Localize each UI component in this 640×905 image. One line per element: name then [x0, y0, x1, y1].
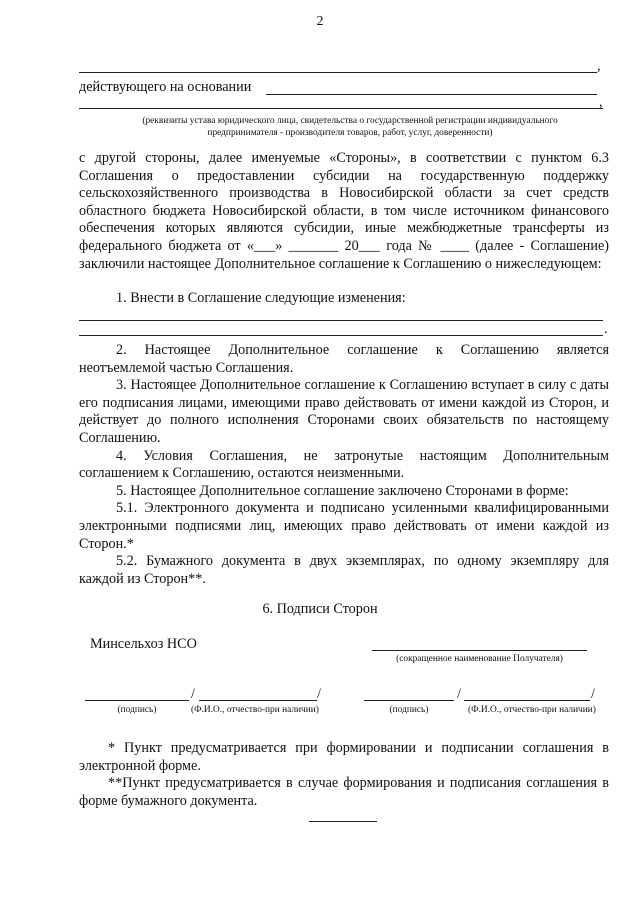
footnote-electronic: * Пункт предусматривается при формировании и подписании соглашения в электронной форме. — [79, 740, 609, 774]
right-sign-caption: (подпись) — [389, 705, 429, 715]
left-signature-line — [85, 700, 189, 701]
intro-paragraph — [79, 150, 609, 273]
trailing-comma: , — [599, 94, 603, 110]
requisites-note: предпринимателя - производителя товаров, работ, услуг, доверенности) — [207, 128, 493, 138]
blank-line-changes-2 — [79, 335, 603, 336]
footnotes — [79, 740, 609, 810]
left-fio-line — [199, 700, 317, 701]
blank-line-basis-continued — [79, 108, 603, 109]
footnote-paper: **Пункт предусматривается в случае формирования и подписания соглашения в форме бумажного документа. — [79, 775, 609, 809]
basis-label: действующего на основании — [79, 79, 252, 95]
clause-5-2-text: 5.2. Бумажного документа в двух экземплярах, по одному экземпляру для каждой из Сторон**. — [79, 553, 609, 587]
right-slash-1: / — [457, 686, 461, 702]
intro-text: с другой стороны, далее именуемые «Стороны», в соответствии с пунктом 6.3 Соглашения о предоставлении субсидии на государственную поддержку сельскохозяйственного производства в Новосибирской области за счет средств областного бюджета Новосибирской области, в том числе источником финансового обеспечения которых являются субсидии, иные межбюджетные трансферты из федерального бюджета от «___» _______ 20___ года № ____ (далее - Соглашение) заключили настоящее Дополнительное соглашение к Соглашению о нижеследующем: — [79, 150, 609, 272]
right-slash-2: / — [591, 686, 595, 702]
clause-5-text: 5. Настоящее Дополнительное соглашение заключено Сторонами в форме: — [116, 482, 569, 499]
clauses-block — [79, 342, 609, 588]
end-separator-line — [309, 821, 377, 822]
party-left-name: Минсельхоз НСО — [90, 636, 197, 652]
trailing-comma: , — [597, 58, 601, 74]
right-signature-line — [364, 700, 454, 701]
changes-period: . — [604, 321, 608, 337]
clause-5-1-text: 5.1. Электронного документа и подписано усиленными квалифицированными электронными подписями лиц, имеющих право действовать от имени каждой из Сторон.* — [79, 500, 609, 552]
clause-2-text: 2. Настоящее Дополнительное соглашение к Соглашению является неотъемлемой частью Соглашения. — [79, 342, 609, 376]
right-fio-line — [464, 700, 590, 701]
clause-1-text: 1. Внести в Соглашение следующие изменения: — [116, 290, 406, 306]
page-number: 2 — [316, 14, 324, 29]
requisites-note: (реквизиты устава юридического лица, свидетельства о государственной регистрации индивидуального — [142, 116, 558, 126]
clause-4-text: 4. Условия Соглашения, не затронутые настоящим Дополнительным соглашением к Соглашению, остаются неизменными. — [79, 447, 609, 482]
blank-line-changes-1 — [79, 320, 603, 321]
right-fio-caption: (Ф.И.О., отчество-при наличии) — [468, 705, 596, 715]
clause-1 — [79, 290, 609, 308]
blank-line-basis — [266, 94, 597, 95]
blank-line-recipient-name — [372, 650, 587, 651]
recipient-caption: (сокращенное наименование Получателя) — [396, 654, 563, 664]
clause-3-text: 3. Настоящее Дополнительное соглашение к Соглашению вступает в силу с даты его подписания лицами, имеющими право действовать от имени каждой из Сторон, и действует до полного исполнения Сторонами своих обязательств по настоящему Соглашению. — [79, 377, 609, 446]
left-fio-caption: (Ф.И.О., отчество-при наличии) — [191, 705, 319, 715]
left-slash-1: / — [191, 686, 195, 702]
left-sign-caption: (подпись) — [117, 705, 157, 715]
left-slash-2: / — [317, 686, 321, 702]
signatures-title: 6. Подписи Сторон — [262, 601, 378, 617]
blank-line-party-name — [79, 72, 597, 73]
